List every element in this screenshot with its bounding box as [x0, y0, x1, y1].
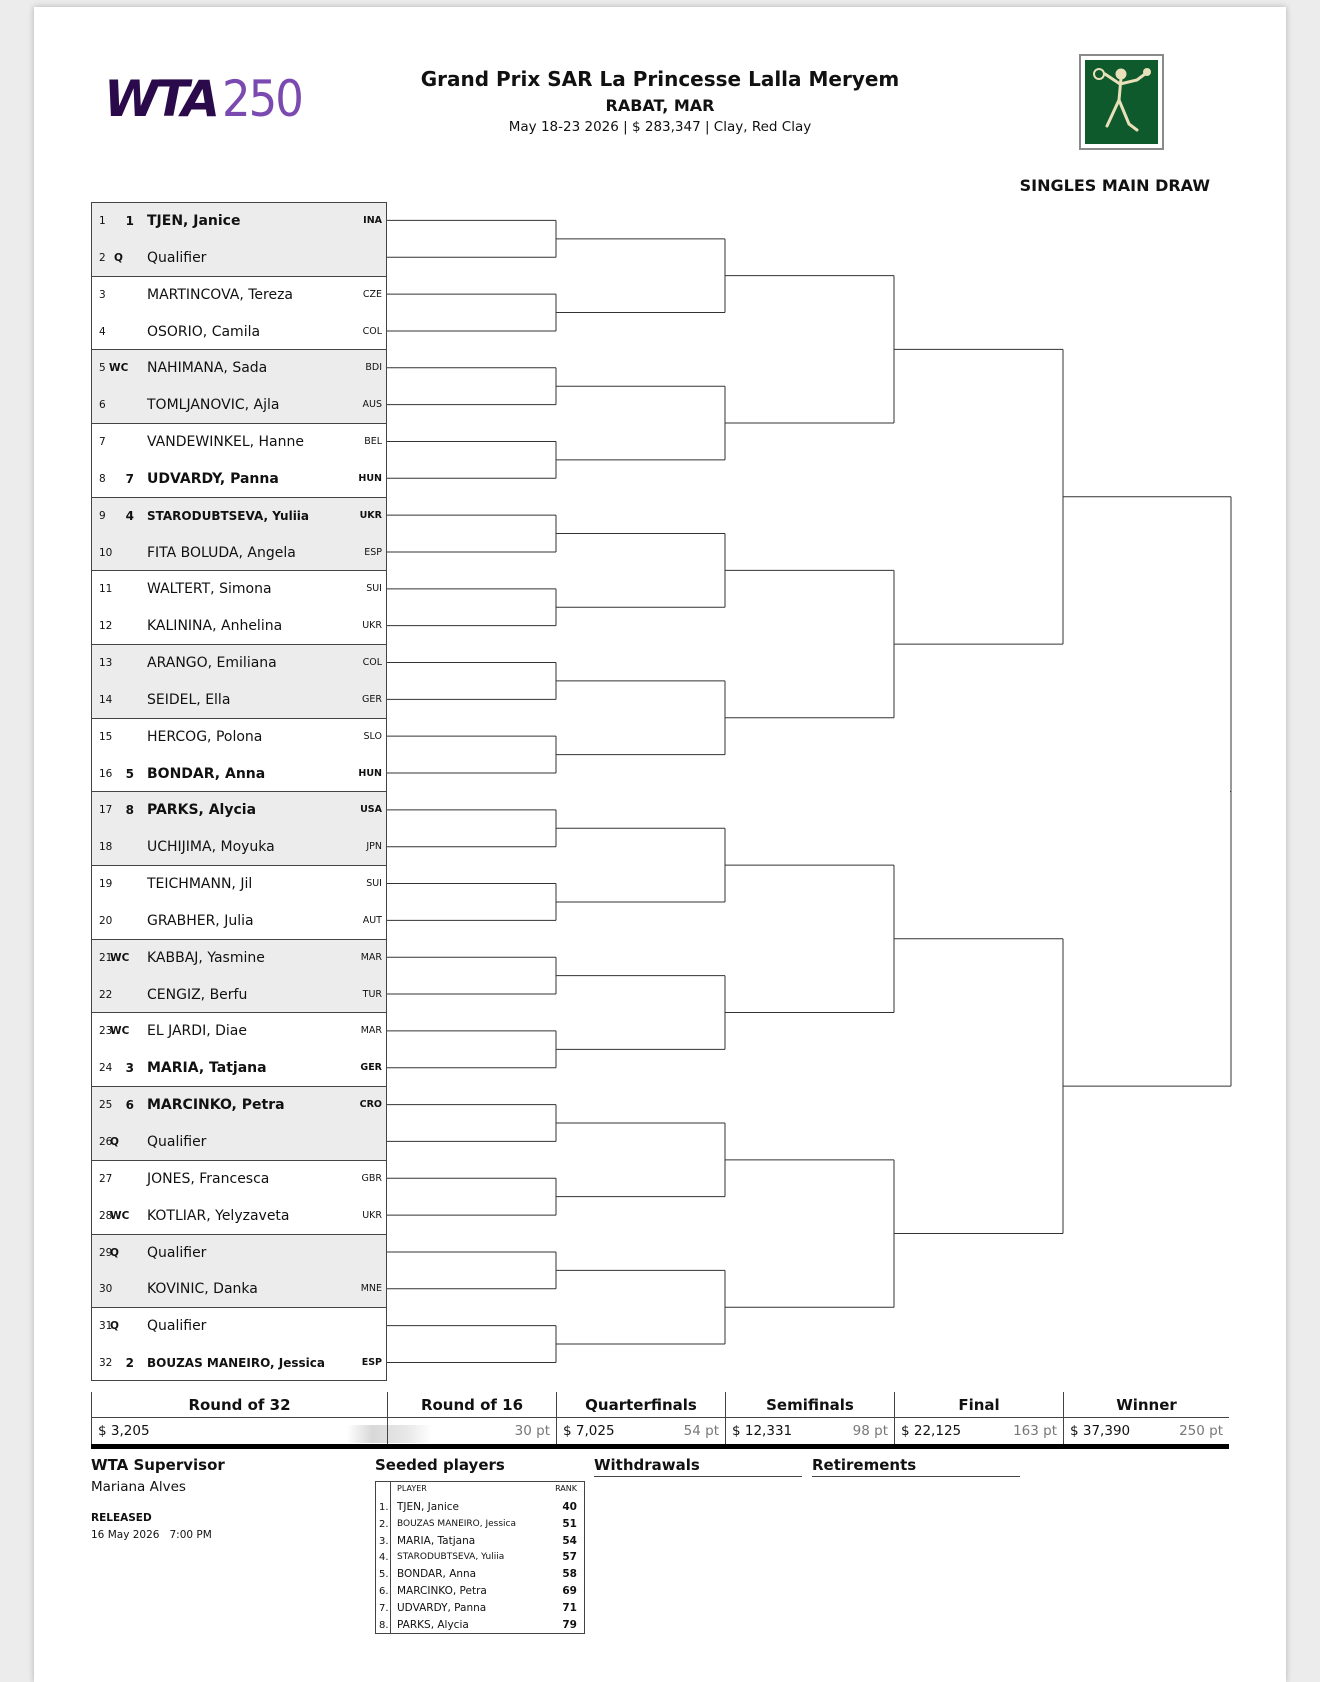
seed-number: 6 [125, 1098, 134, 1113]
draw-position: 4 [99, 325, 106, 338]
player-name: Qualifier [147, 249, 207, 266]
player-nationality: UKR [359, 509, 382, 521]
seeded-rank: 51 [562, 1517, 577, 1530]
player-nationality: HUN [358, 472, 382, 484]
player-nationality: UKR [362, 620, 382, 632]
player-nationality: ESP [364, 546, 382, 558]
seeded-player: BOUZAS MANEIRO, Jessica [397, 1518, 517, 1529]
draw-position: 7 [99, 436, 106, 449]
player-name: TOMLJANOVIC, Ajla [147, 397, 280, 414]
seeded-rank: 57 [562, 1551, 577, 1564]
player-nationality: UKR [362, 1209, 382, 1221]
seeded-index: 7. [379, 1602, 389, 1614]
seed-number: 8 [125, 803, 134, 818]
tournament-info: May 18-23 2026 | $ 283,347 | Clay, Red Clay [508, 119, 812, 135]
player-name: UCHIJIMA, Moyuka [147, 839, 275, 856]
round-points: 98 pt [852, 1423, 888, 1439]
wta-logo: WTA [104, 70, 217, 128]
seeded-row [376, 1533, 584, 1550]
round-points: 250 pt [1179, 1423, 1223, 1439]
player-name: Qualifier [147, 1134, 207, 1150]
round-prize: $ 37,390 [1070, 1423, 1131, 1439]
tournament-title: Grand Prix SAR La Princesse Lalla Meryem [420, 67, 900, 91]
seeded-row [376, 1600, 584, 1617]
player-nationality: GER [360, 1062, 382, 1074]
player-name: KABBAJ, Yasmine [147, 949, 265, 966]
player-name: TJEN, Janice [147, 213, 241, 229]
player-nationality: TUR [362, 988, 382, 1000]
draw-position: 9 [99, 509, 106, 522]
rounds-strip [91, 1392, 1229, 1450]
player-name: HERCOG, Polona [147, 728, 263, 745]
wta-250-logo: 250 [222, 70, 302, 128]
divider-bar [91, 1444, 1229, 1449]
seeded-row [376, 1617, 584, 1634]
withdrawals-heading: Withdrawals [594, 1456, 700, 1474]
draw-position: 23 [99, 1025, 113, 1038]
entry-code: WC [110, 951, 130, 964]
seed-number: 4 [125, 508, 134, 523]
seeded-index: 8. [379, 1619, 389, 1631]
round-prize: $ 22,125 [901, 1423, 962, 1439]
player-name: PARKS, Alycia [147, 802, 257, 819]
player-nationality: ESP [361, 1357, 382, 1369]
draw-position: 10 [99, 546, 113, 559]
seeded-player: PARKS, Alycia [397, 1618, 469, 1631]
entry-code: Q [110, 1320, 119, 1333]
player-nationality: MAR [360, 1025, 382, 1037]
draw-position: 11 [99, 583, 113, 596]
seeded-player: UDVARDY, Panna [397, 1601, 487, 1614]
player-name: JONES, Francesca [147, 1170, 270, 1187]
draw-position: 27 [99, 1172, 113, 1185]
seeded-rank: 54 [562, 1534, 577, 1547]
draw-position: 20 [99, 914, 113, 927]
draw-position: 5 [99, 362, 106, 375]
seeded-rank: 71 [562, 1601, 577, 1614]
seeded-col-player: PLAYER [397, 1484, 427, 1493]
draw-position: 31 [99, 1320, 113, 1333]
round-prize: $ 12,331 [732, 1423, 793, 1439]
player-nationality: GER [362, 693, 382, 705]
seeded-rank: 40 [562, 1501, 577, 1513]
draw-position: 6 [99, 399, 106, 412]
seeded-player: MARCINKO, Petra [397, 1585, 487, 1597]
seeded-row [376, 1499, 584, 1516]
seeded-index: 3. [379, 1535, 389, 1547]
seeded-row [376, 1549, 584, 1566]
player-name: Qualifier [147, 1244, 207, 1261]
seeded-col-rank: RANK [555, 1484, 577, 1493]
player-name: BONDAR, Anna [147, 765, 266, 782]
player-name: VANDEWINKEL, Hanne [147, 434, 304, 451]
player-name: ARANGO, Emiliana [147, 655, 277, 672]
player-name: KALININA, Anhelina [147, 618, 283, 635]
seeded-index: 5. [379, 1569, 389, 1581]
seeded-index: 4. [379, 1552, 389, 1564]
draw-position: 25 [99, 1099, 113, 1112]
draw-position: 19 [99, 878, 113, 891]
round-col-r32 [91, 1392, 387, 1444]
seed-number: 5 [125, 766, 134, 781]
retirements-divider [812, 1476, 1020, 1477]
draw-position: 17 [99, 804, 113, 817]
seeded-heading: Seeded players [375, 1456, 505, 1474]
player-nationality: GBR [361, 1172, 382, 1184]
player-name: KOVINIC, Danka [147, 1281, 258, 1298]
player-nationality: SUI [366, 583, 382, 595]
player-nationality: HUN [358, 767, 382, 779]
draw-label: SINGLES MAIN DRAW [1019, 176, 1210, 195]
draw-position: 8 [99, 472, 106, 485]
player-nationality: USA [360, 804, 382, 816]
player-nationality: COL [362, 325, 382, 337]
player-nationality: SUI [366, 878, 382, 890]
round-prize: $ 7,025 [563, 1423, 615, 1439]
player-name: EL JARDI, Diae [147, 1023, 247, 1040]
seeded-row [376, 1566, 584, 1583]
seeded-player: STARODUBTSEVA, Yuliia [397, 1552, 505, 1563]
round-name: Round of 32 [188, 1396, 291, 1414]
player-nationality: AUS [362, 399, 382, 411]
player-name: MARTINCOVA, Tereza [147, 286, 294, 303]
seed-number: 7 [125, 471, 134, 486]
draw-position: 21 [99, 951, 113, 964]
round-points: 163 pt [1013, 1423, 1057, 1439]
player-nationality: MAR [360, 951, 382, 963]
player-name: MARCINKO, Petra [147, 1097, 285, 1114]
player-name: Qualifier [147, 1318, 207, 1335]
seed-number: 3 [125, 1061, 134, 1076]
draw-position: 14 [99, 693, 113, 706]
seed-number: 2 [125, 1356, 134, 1371]
draw-position: 29 [99, 1246, 113, 1259]
player-name: OSORIO, Camila [147, 323, 261, 340]
draw-position: 13 [99, 657, 113, 670]
player-nationality: BEL [364, 436, 382, 448]
draw-position: 26 [99, 1136, 113, 1148]
round-name: Round of 16 [420, 1396, 524, 1414]
entry-code: Q [114, 251, 123, 264]
released-heading: RELEASED [91, 1512, 152, 1524]
player-name: KOTLIAR, Yelyzaveta [147, 1207, 290, 1224]
entry-code: WC [109, 362, 129, 375]
draw-position: 12 [99, 620, 113, 633]
draw-position: 16 [99, 767, 113, 780]
player-name: UDVARDY, Panna [147, 470, 279, 487]
player-nationality: AUT [362, 914, 382, 926]
round-col-final [894, 1392, 1063, 1444]
player-nationality: COL [362, 657, 382, 669]
draw-position: 15 [99, 730, 113, 743]
round-col-winner [1063, 1392, 1229, 1444]
round-col-sf [725, 1392, 894, 1444]
player-name: FITA BOLUDA, Angela [147, 544, 296, 561]
player-nationality: CZE [362, 288, 382, 300]
player-name: BOUZAS MANEIRO, Jessica [147, 1356, 325, 1371]
player-name: TEICHMANN, Jil [147, 876, 253, 893]
seeded-rank: 69 [562, 1585, 577, 1597]
draw-position: 1 [99, 215, 106, 227]
seeded-rank: 58 [562, 1568, 577, 1581]
entry-code: WC [110, 1209, 130, 1222]
entry-code: Q [110, 1246, 119, 1259]
round-points: 54 pt [683, 1423, 719, 1439]
draw-position: 30 [99, 1283, 113, 1296]
player-name: MARIA, Tatjana [147, 1060, 267, 1077]
supervisor-heading: WTA Supervisor [91, 1456, 225, 1474]
seeded-player: TJEN, Janice [397, 1501, 460, 1513]
player-name: STARODUBTSEVA, Yuliia [147, 508, 310, 523]
round-name: Semifinals [766, 1396, 854, 1414]
round-col-qf [556, 1392, 725, 1444]
round-prize: $ 3,205 [98, 1423, 150, 1439]
draw-position: 2 [99, 251, 106, 264]
player-nationality: JPN [366, 841, 382, 853]
draw-position: 18 [99, 841, 113, 854]
player-name: CENGIZ, Berfu [147, 986, 248, 1003]
player-name: GRABHER, Julia [147, 912, 254, 929]
seeded-index: 1. [379, 1502, 389, 1513]
round-points: 30 pt [514, 1423, 550, 1439]
seeded-index: 2. [379, 1518, 389, 1530]
retirements-heading: Retirements [812, 1456, 917, 1474]
supervisor-name: Mariana Alves [91, 1479, 186, 1495]
seed-number: 1 [125, 214, 134, 228]
seeded-table [375, 1481, 585, 1634]
round-name: Quarterfinals [585, 1396, 697, 1414]
seeded-player: MARIA, Tatjana [397, 1534, 476, 1547]
seeded-row [376, 1583, 584, 1600]
player-nationality: CRO [359, 1099, 382, 1111]
player-nationality: BDI [365, 362, 382, 374]
seeded-rank: 79 [562, 1618, 577, 1631]
seeded-row [376, 1516, 584, 1533]
draw-position: 28 [99, 1209, 113, 1222]
round-col-r16 [387, 1392, 556, 1444]
released-date: 16 May 2026 7:00 PM [91, 1529, 212, 1541]
player-name: WALTERT, Simona [147, 581, 272, 598]
seeded-index: 6. [379, 1586, 389, 1597]
draw-position: 24 [99, 1062, 113, 1075]
player-name: SEIDEL, Ella [147, 691, 231, 708]
entry-code: Q [110, 1136, 119, 1148]
draw-position: 22 [99, 988, 113, 1001]
seeded-player: BONDAR, Anna [397, 1568, 477, 1581]
player-nationality: SLO [363, 730, 382, 742]
round-name: Final [958, 1396, 1000, 1414]
player-nationality: MNE [360, 1283, 382, 1295]
player-name: NAHIMANA, Sada [147, 360, 268, 377]
draw-position: 32 [99, 1357, 113, 1370]
tournament-city: RABAT, MAR [605, 96, 715, 115]
player-nationality: INA [363, 215, 382, 226]
draw-position: 3 [99, 288, 106, 301]
entry-code: WC [110, 1025, 130, 1038]
round-name: Winner [1116, 1396, 1177, 1414]
withdrawals-divider [594, 1476, 802, 1477]
